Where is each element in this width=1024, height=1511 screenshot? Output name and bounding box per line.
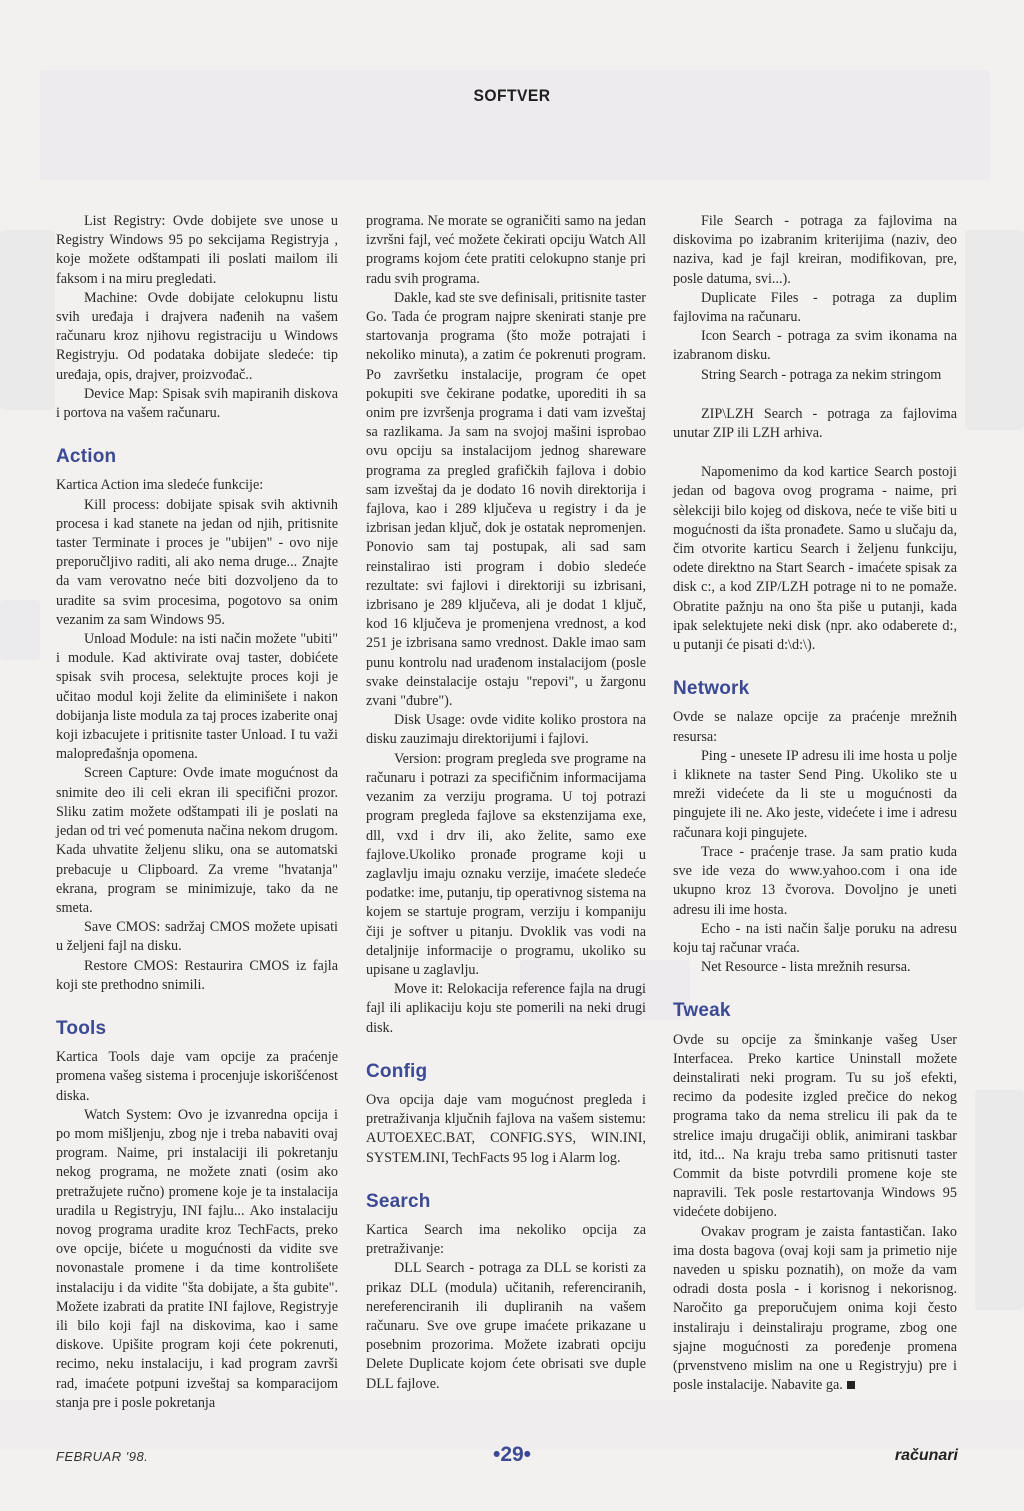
page-number: •29• (492, 1443, 532, 1466)
paragraph: Device Map: Spisak svih mapiranih diskova i portova na vašem računaru. (56, 385, 338, 422)
paragraph: ZIP\LZH Search - potraga za fajlovima unutar ZIP ili LZH arhiva. (673, 405, 957, 442)
paragraph: Napomenimo da kod kartice Search postoji jedan od bagova ovog programa - naime, pri sèlekciji bilo kojeg od diskova, neće te više biti u mogućnosti da išta pronađete. Samo u slučaju da, čim otvorite karticu Search i željenu funkciju, odete direktno na Start Search - imaćete spisak za disk c:, a kod ZIP/LZH potrage ni to ne pomaže. Obratite pažnju na ono šta piše u putanji, kada ipak selektujete neki disk (npr. ako odaberete d:, u putanji će pisati d:\d:\). (673, 464, 957, 654)
paragraph: Restore CMOS: Restaurira CMOS iz fajla koji ste prethodno snimili. (56, 957, 338, 993)
paragraph: String Search - potraga za nekim stringom (701, 366, 942, 383)
bleed-through-shade (965, 230, 1024, 430)
section-heading-config: Config (366, 1060, 428, 1082)
paragraph: Dakle, kad ste sve definisali, pritisnite taster Go. Tada će program najpre skenirati stanje pre startovanja programa (što može potrajati i nekoliko minuta), a zatim će pokrenuti program. Po završetku instalacije, program će opet pokupiti sve čekirane podatke, uporediti ih sa onim pre izvršenja programa i dati vam izveštaj sa razlikama. Ja sam na svojoj mašini isprobao ovu opciju sa instalacijom jednog shareware programa za pregled grafičkih fajlova i dobio sam izveštaj da je dodato 16 novih direktorija i fajlova, kao i 289 ključeva u registry i da je izbrisan jedan ključ, dok je ostatak nepromenjen. Ponovio sam taj postupak, ali sad sam reinstalirao isti program i dobio sledeće rezultate: svi fajlovi i direktoriji su izbrisani, izbrisano je 289 ključeva, ali je dodat 1 ključ, kod 16 ključeva je promenjena vrednost, a kod 251 je izbrisana samo vrednost. Dakle imao sam punu kontrolu nad urađenom instalacijom (posle svake deinstalacije ostaju "repovi", u žargonu zvani "đubre"). (366, 289, 646, 710)
paragraph: DLL Search - potraga za DLL se koristi za prikaz DLL (modula) učitanih, referenciranih, nereferenciranih ili dupliranih na vašem računaru. Sve ove grupe imaćete prikazane u posebnim prozorima. Možete izabrati opciju Delete Duplicate kojom ćete obrisati sve duple DLL fajlove. (366, 1260, 646, 1392)
paragraph: Kartica Search ima nekoliko opcija za pretraživanje: (366, 1221, 646, 1258)
paragraph: Kartica Action ima sledeće funkcije: (56, 477, 264, 494)
section-header: SOFTVER (473, 86, 551, 105)
paragraph: List Registry: Ovde dobijete sve unose u Registry Windows 95 po sekcijama Registryja , koje možete odštampati ili poslati mailom ili faksom i na miru pregledati. (56, 213, 338, 287)
magazine-name: računari (894, 1447, 958, 1464)
end-of-article-mark (847, 1381, 855, 1389)
paragraph: Net Resource - lista mrežnih resursa. (701, 959, 911, 976)
paragraph: Ovde su opcije za šminkanje vašeg User Interfacea. Preko kartice Uninstall možete deinstalirati neki program. Tu su još efekti, recimo da podesite izgled prečice do nekog programa tako da nema strelicu ili pak da te strelice imaju drugačiji oblik, animirani taskbar itd, itd... Na kraju treba samo pritisnuti taster Commit da biste potvrdili promene koje ste napravili. Tek posle restartovanja Windows 95 videćete dobijeno. (673, 1031, 957, 1221)
paragraph: Icon Search - potraga za svim ikonama na izabranom disku. (673, 328, 957, 364)
issue-date: FEBRUAR '98. (56, 1449, 149, 1464)
paragraph: Save CMOS: sadržaj CMOS možete upisati u željeni fajl na disku. (56, 919, 338, 955)
paragraph: Version: program pregleda sve programe na računaru i potrazi za specifičnim informacijama vezanim za verziju programa. U toj potrazi program pregleda fajlove sa ekstenzijama exe, dll, vxd i drv ili, ako želite, samo exe fajlove.Ukoliko pronađe programe koji u zaglavlju imaju oznaku verzije, imaćete sledeće podatke: ime, putanju, tip operativnog sistema na kojem se startuje program, verziju i kompaniju čiji je softver u pitanju. Dvoklik vas vodi na detaljnije informacije o programu, ukoliko su upisane u zaglavlju. (366, 750, 646, 978)
section-heading-network: Network (673, 678, 750, 700)
section-heading-tweak: Tweak (673, 1000, 731, 1022)
section-heading-action: Action (56, 446, 117, 468)
paragraph: File Search - potraga za fajlovima na diskovima po izabranim kriterijima (naziv, deo naziva, kad je fajl kreiran, modifikovan, pre, posle datuma, svi...). (673, 213, 957, 287)
paragraph (673, 1223, 957, 1396)
column-left (56, 212, 338, 1413)
paragraph: Trace - praćenje trase. Ja sam pratio kuda sve ide veza do www.yahoo.com i ona ide ukupno kroz 13 čvorova. Dovoljno je uneti adresu ili ime hosta. (673, 843, 957, 918)
bleed-through-shade (0, 230, 55, 410)
paragraph: Ova opcija daje vam mogućnost pregleda i pretraživanja ključnih fajlova na vašem sistemu: AUTOEXEC.BAT, CONFIG.SYS, WIN.INI, SYSTEM.INI, TechFacts 95 log i Alarm log. (366, 1091, 646, 1166)
paragraph: Echo - na isti način šalje poruku na adresu koju taj računar vraća. (673, 920, 957, 956)
column-right (673, 212, 957, 1395)
paragraph: Screen Capture: Ovde imate mogućnost da snimite deo ili celi ekran ili specifični prozor. Sliku zatim možete odštampati ili je poslati na jedan od tri već pomenuta načina nekom drugom. Kada uhvatite željenu sliku, ona se automatski prebacuje u Clipboard. Za vreme "hvatanja" ekrana, program se minimizuje, tako da ne smeta. (56, 765, 338, 916)
bleed-through-shade (0, 600, 40, 660)
section-heading-search: Search (366, 1190, 431, 1212)
paragraph: Kartica Tools daje vam opcije za praćenje promena vašeg sistema i procenjuje iskorišćenost diska. (56, 1049, 338, 1104)
paragraph: Unload Module: na isti način možete "ubiti" i module. Kad aktivirate ovaj taster, dobićete spisak svih procesa, selektujte proces koji je učitao modul koji želite da eliminišete i nakon dobijanja liste modula za taj proces izaberite onaj koji izbacujete i pritisnite taster Unload. I tu važi malopređašnja opomena. (56, 631, 338, 763)
closing-paragraph-text: Ovakav program je zaista fantastičan. Iako ima dosta bagova (ovaj koji sam ja primetio nije naveden u spisku poznatih), on može da vam odradi dosta posla - i korisnog i nekorisnog. Naročito ga preporučujem onima koji često instaliraju i deinstaliraju programe, zbog one sjajne mogućnosti za poređenje promena (prvenstveno mislim na one u Registryju) pre i posle instalacije. Nabavite ga. (673, 1223, 957, 1394)
paragraph: Disk Usage: ovde vidite koliko prostora na disku zauzimaju direktorijumi i fajlovi. (366, 712, 646, 748)
paragraph: Watch System: Ovo je izvanredna opcija i po mom mišljenju, zbog nje i treba nabaviti ovaj program. Naime, pri instalaciji ili pokretanju nekog programa, ne možete znati (osim ako pretražujete ručno) promene koje je ta instalacija uradila u Registryju, INI fajlu... Ako instalaciju novog programa uradite kroz TechFacts, preko ove opcije, bićete u mogućnosti da vidite sve novonastale promene i da time kontrolišete instalaciju i da vidite "šta dobijate, a šta gubite". Možete izabrati da pratite INI fajlove, Registryje ili bilo koji fajl na diskovima, kao i same diskove. Upišite program koji ćete pokrenuti, recimo, neku instalaciju, i kad program završi rad, imaćete potpuni izveštaj sa komparacijom stanja pre i posle pokretanja (56, 1106, 338, 1411)
paragraph: Ping - unesete IP adresu ili ime hosta u polje i kliknete na taster Send Ping. Ukoliko ste u mreži videćete da li ste u mogućnosti da pingujete ili ne. Ako jeste, videćete i ime i adresu računara koji pingujete. (673, 747, 957, 841)
section-heading-tools: Tools (56, 1017, 107, 1039)
paragraph: Move it: Relokacija reference fajla na drugi fajl ili aplikaciju koju ste pomerili na neki drugi disk. (366, 981, 646, 1036)
paragraph: Machine: Ovde dobijate celokupnu listu svih uređaja i drajvera nađenih na vašem računaru kroz njihovu registraciju u Windows Registryju. Od podataka dobijate sledeće: tip uređaja, opis, drajver, proizvođač.. (56, 289, 338, 383)
column-middle (366, 212, 646, 1394)
paragraph: Duplicate Files - potraga za duplim fajlovima na računaru. (673, 289, 957, 326)
paragraph: programa. Ne morate se ograničiti samo na jedan izvršni fajl, već možete čekirati opciju Watch All programs kojom ćete pratiti celokupno stanje pri radu svih programa. (366, 213, 646, 287)
bleed-through-shade (975, 1090, 1024, 1310)
paragraph: Ovde se nalaze opcije za praćenje mrežnih resursa: (673, 709, 957, 745)
paragraph: Kill process: dobijate spisak svih aktivnih procesa i kad stanete na jedan od njih, pritisnite taster Terminate i proces je "ubijen" - ovo nije preporučljivo raditi, ali ako nema druge... Znajte da vam verovatno neće biti dozvoljeno da to uradite sa svim procesima, pogotovo sa onim vezanim za sam Windows 95. (56, 496, 338, 628)
